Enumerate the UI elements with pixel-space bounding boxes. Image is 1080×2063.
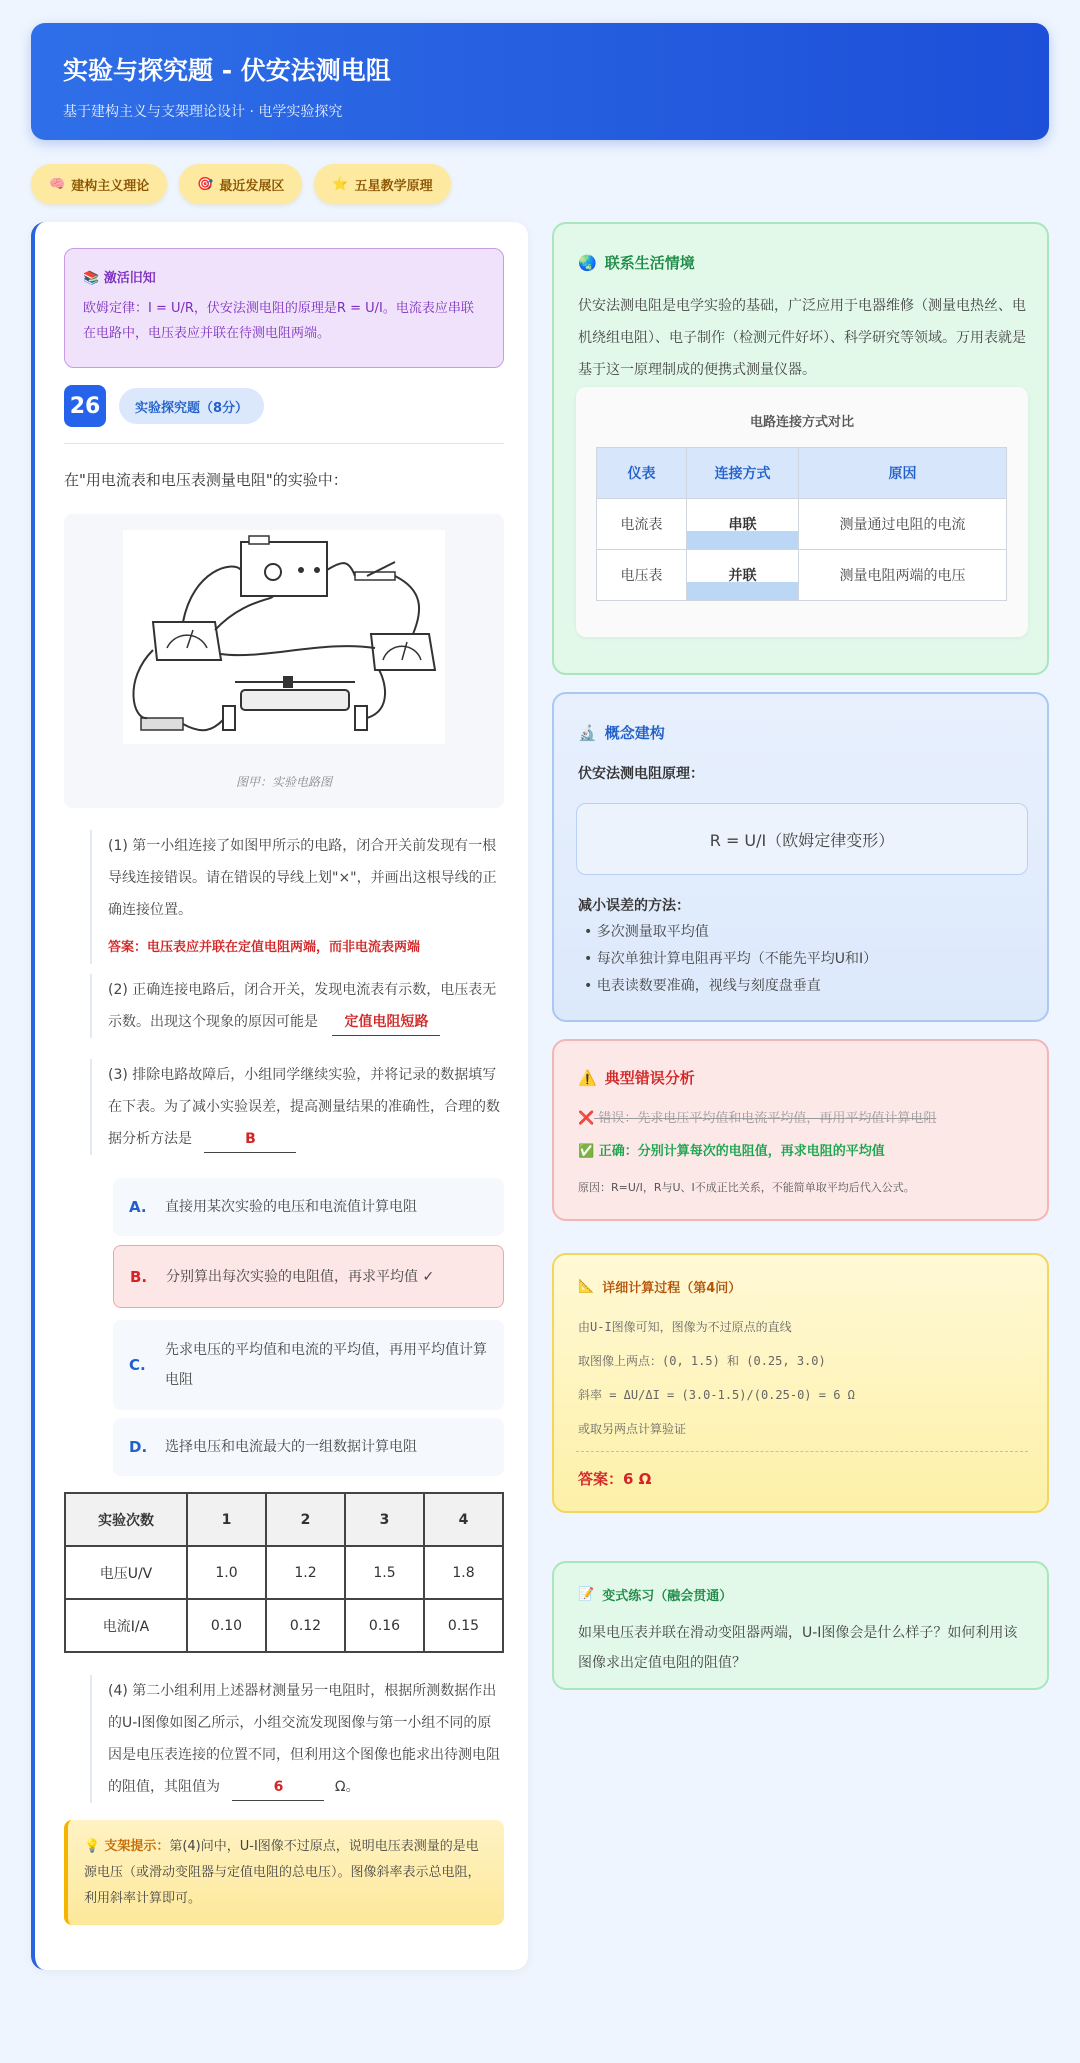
table-cell [687, 550, 799, 601]
concept-title-text: 概念建构 [604, 724, 665, 742]
sub-question-1 [90, 830, 504, 964]
memo-icon: 📝 [578, 1587, 595, 1602]
lightbulb-icon: 💡 [84, 1839, 101, 1854]
table-row [597, 550, 1007, 601]
table-header-cell: 仪表 [597, 448, 687, 499]
formula-box: R = U/I（欧姆定律变形） [576, 803, 1028, 875]
compare-table-title: 电路连接方式对比 [749, 415, 854, 430]
connection-compare-box [576, 387, 1028, 637]
q2-answer-blank[interactable]: 定值电阻短路 [332, 1009, 440, 1036]
methods-list [578, 919, 1028, 1000]
warning-icon: ⚠️ [578, 1068, 597, 1087]
table-header-cell: 2 [266, 1493, 345, 1546]
sub-question-2 [90, 974, 504, 1038]
table-cell: 测量电阻两端的电压 [799, 550, 1007, 601]
life-text: 伏安法测电阻是电学实验的基础，广泛应用于电器维修（测量电热丝、电机绕组电阻）、电子制作（检测元件好坏）、科学研究等领域。万用表就是基于这一原理制成的便携式测量仪器。 [578, 298, 1026, 378]
table-row [65, 1599, 503, 1652]
wrong-text: 错误：先求电压平均值和电流平均值，再用平均值计算电阻 [598, 1111, 937, 1126]
page-header [31, 23, 1049, 140]
prior-knowledge-box [64, 248, 504, 368]
tag-five-star[interactable] [314, 164, 450, 204]
list-item: • 电表读数要准确，视线与刻度盘垂直 [584, 978, 821, 994]
target-icon: 🎯 [197, 176, 214, 192]
error-analysis-card [552, 1039, 1049, 1221]
prior-text: 欧姆定律：I = U/R，伏安法测电阻的原理是R = U/I。电流表应串联在电路中，电压表应并联在待测电阻两端。 [83, 301, 474, 341]
check-icon: ✅ [578, 1144, 595, 1159]
scaffold-tip [64, 1820, 504, 1925]
variant-title-text: 变式练习（融会贯通） [602, 1589, 733, 1604]
methods-label: 减小误差的方法： [578, 898, 690, 914]
tag-label: 建构主义理论 [71, 178, 150, 194]
concept-title [578, 722, 665, 743]
option-letter: A. [129, 1198, 147, 1216]
question-number: 26 [64, 385, 106, 427]
cross-icon: ❌ [578, 1111, 595, 1126]
variant-title [578, 1585, 732, 1604]
globe-icon: 🌏 [578, 253, 597, 272]
calc-title [578, 1277, 741, 1296]
figure-caption: 图甲：实验电路图 [235, 775, 332, 789]
option-c[interactable] [113, 1320, 504, 1410]
table-cell: 1.0 [187, 1546, 266, 1599]
error-reason: 原因：R=U/I，R与U、I不成正比关系，不能简单取平均后代入公式。 [578, 1181, 915, 1194]
data-table [64, 1492, 504, 1653]
right-text: 正确：分别计算每次的电阻值，再求电阻的平均值 [598, 1144, 885, 1159]
q4-unit: Ω。 [334, 1779, 360, 1795]
table-row [65, 1546, 503, 1599]
table-cell: 0.15 [424, 1599, 503, 1652]
calc-line: 由U-I图像可知，图像为不过原点的直线 [578, 1320, 792, 1334]
principle-label: 伏安法测电阻原理： [578, 766, 704, 782]
option-text: 先求电压的平均值和电流的平均值，再用平均值计算电阻 [165, 1342, 487, 1388]
tag-label: 五星教学原理 [354, 178, 433, 194]
q1-answer: 答案：电压表应并联在定值电阻两端，而非电流表两端 [108, 940, 421, 955]
life-title-text: 联系生活情境 [604, 254, 695, 272]
option-d[interactable] [113, 1418, 504, 1476]
right-approach [578, 1138, 1028, 1166]
q2-text: (2) 正确连接电路后，闭合开关，发现电流表有示数，电压表无示数。出现这个现象的原因可能是 [108, 982, 497, 1030]
ruler-icon: 📐 [578, 1279, 595, 1294]
page-subtitle: 基于建构主义与支架理论设计 · 电学实验探究 [63, 104, 343, 120]
table-header-row [597, 448, 1007, 499]
microscope-icon: 🔬 [578, 723, 597, 742]
q3-text: (3) 排除电路故障后，小组同学继续实验，并将记录的数据填写在下表。为了减小实验误差，提高测量结果的准确性，合理的数据分析方法是 [108, 1067, 500, 1147]
table-header-row [65, 1493, 503, 1546]
option-a[interactable] [113, 1178, 504, 1236]
brain-icon: 🧠 [49, 176, 66, 192]
tip-label: 支架提示： [104, 1839, 170, 1854]
option-text: 选择电压和电流最大的一组数据计算电阻 [165, 1439, 417, 1455]
q3-answer-blank[interactable]: B [204, 1126, 296, 1153]
concept-card [552, 692, 1049, 1022]
q4-answer-blank[interactable]: 6 [232, 1774, 324, 1801]
option-letter: C. [129, 1356, 146, 1374]
cell-text: 串联 [728, 517, 757, 533]
divider [64, 443, 504, 444]
calc-line: 取图像上两点：(0, 1.5) 和 (0.25, 3.0) [578, 1354, 826, 1368]
calculation-card [552, 1253, 1049, 1513]
calc-answer: 答案：6 Ω [578, 1470, 652, 1488]
calc-title-text: 详细计算过程（第4问） [602, 1281, 742, 1296]
option-letter: B. [130, 1267, 148, 1286]
option-letter: D. [129, 1438, 148, 1456]
table-cell: 电压表 [597, 550, 687, 601]
table-header-cell: 原因 [799, 448, 1007, 499]
table-cell: 0.16 [345, 1599, 424, 1652]
table-cell: 1.2 [266, 1546, 345, 1599]
table-header-cell: 4 [424, 1493, 503, 1546]
books-icon: 📚 [83, 271, 100, 286]
table-header-cell: 1 [187, 1493, 266, 1546]
table-cell: 电压U/V [65, 1546, 187, 1599]
tag-label: 最近发展区 [219, 178, 285, 194]
error-title-text: 典型错误分析 [604, 1069, 695, 1087]
table-cell: 1.5 [345, 1546, 424, 1599]
table-cell: 0.10 [187, 1599, 266, 1652]
circuit-image [123, 530, 445, 744]
sub-question-4 [90, 1675, 504, 1803]
star-icon: ⭐ [332, 176, 349, 192]
table-cell [687, 499, 799, 550]
table-header-cell: 3 [345, 1493, 424, 1546]
question-panel [31, 222, 528, 1970]
method-text: 每次单独计算电阻再平均（不能先平均U和I） [596, 951, 878, 967]
prior-title: 激活旧知 [103, 271, 156, 286]
table-cell: 测量通过电阻的电流 [799, 499, 1007, 550]
question-stem: 在"用电流表和电压表测量电阻"的实验中： [64, 471, 348, 489]
error-title [578, 1067, 695, 1088]
table-header-cell: 实验次数 [65, 1493, 187, 1546]
variant-card [552, 1561, 1049, 1690]
sub-question-3 [90, 1059, 504, 1155]
table-header-cell: 连接方式 [687, 448, 799, 499]
cell-text: 并联 [728, 568, 757, 584]
calc-line: 或取另两点计算验证 [578, 1422, 687, 1436]
tag-zpd[interactable] [179, 164, 302, 204]
theory-tags [31, 164, 451, 204]
calc-line: 斜率 = ΔU/ΔI = (3.0-1.5)/(0.25-0) = 6 Ω [578, 1388, 855, 1402]
calc-divider [576, 1451, 1028, 1452]
list-item: • 每次单独计算电阻再平均（不能先平均U和I） [584, 951, 878, 967]
q4-text: (4) 第二小组利用上述器材测量另一电阻时，根据所测数据作出的U-I图像如图乙所示，小组交流发现图像与第一小组不同的原因是电压表连接的位置不同，但利用这个图像也能求出待测电阻的阻值，其阻值为 [108, 1683, 500, 1795]
table-cell: 电流I/A [65, 1599, 187, 1652]
q1-text: (1) 第一小组连接了如图甲所示的电路，闭合开关前发现有一根导线连接错误。请在错误的导线上划"×"，并画出这根导线的正确连接位置。 [108, 838, 497, 918]
table-row [597, 499, 1007, 550]
wrong-approach [578, 1105, 1028, 1133]
tip-text: 第(4)问中，U-I图像不过原点，说明电压表测量的是电源电压（或滑动变阻器与定值电阻的总电压）。图像斜率表示总电阻，利用斜率计算即可。 [84, 1839, 481, 1906]
option-text: 分别算出每次实验的电阻值，再求平均值 ✓ [166, 1268, 435, 1285]
life-context-card [552, 222, 1049, 675]
compare-table [596, 447, 1007, 601]
option-text: 直接用某次实验的电压和电流值计算电阻 [165, 1199, 417, 1215]
method-text: 电表读数要准确，视线与刻度盘垂直 [596, 978, 821, 994]
circuit-figure [64, 514, 504, 808]
table-cell: 1.8 [424, 1546, 503, 1599]
option-b-selected[interactable] [113, 1245, 504, 1308]
table-cell: 电流表 [597, 499, 687, 550]
table-cell: 0.12 [266, 1599, 345, 1652]
list-item: • 多次测量取平均值 [584, 924, 709, 940]
calc-steps [578, 1310, 1028, 1446]
page-title: 实验与探究题 - 伏安法测电阻 [63, 56, 391, 85]
life-title [578, 252, 695, 273]
variant-text: 如果电压表并联在滑动变阻器两端，U-I图像会是什么样子？如何利用该图像求出定值电阻的阻值？ [578, 1625, 1018, 1671]
tag-constructivism[interactable] [31, 164, 167, 204]
question-type-badge: 实验探究题（8分） [119, 388, 264, 424]
method-text: 多次测量取平均值 [596, 924, 709, 940]
